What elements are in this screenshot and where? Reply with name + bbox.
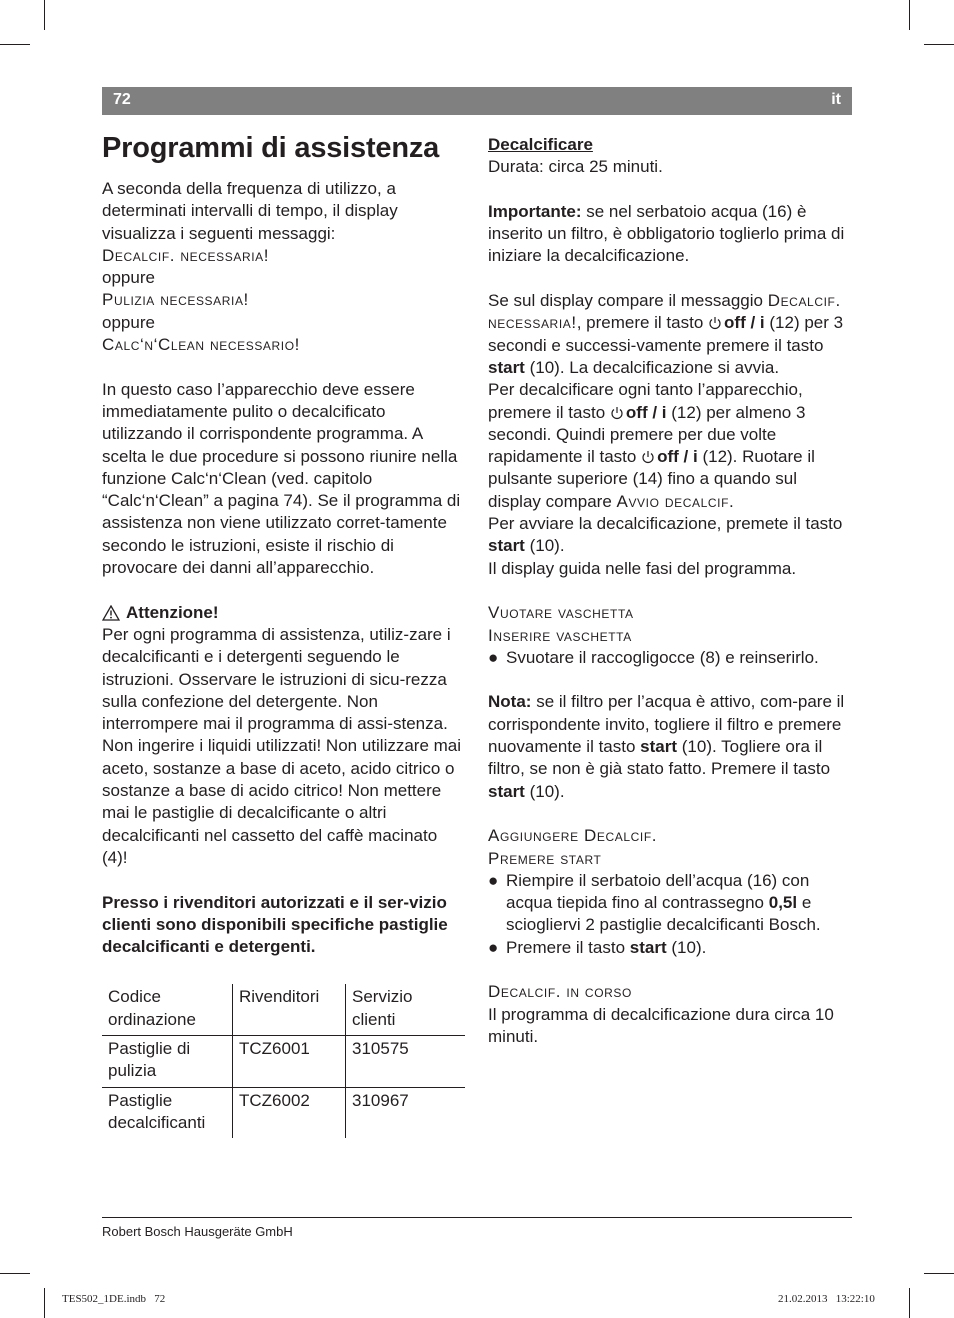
bullet-icon: ● <box>488 647 499 667</box>
duration-text: Durata: circa 25 minuti. <box>488 157 663 177</box>
section-subtitle: Decalcificare <box>488 135 593 154</box>
text: Per avviare la decalcificazione, premete il tasto <box>488 514 843 534</box>
table-cell: TCZ6001 <box>233 1035 346 1087</box>
explanation-paragraph: In questo caso l’apparecchio deve essere immediatamente pulito o decalcificato utilizzando il corrispondente programma. A scelta le due procedure si possono riunire nella funzione Calc‘n‘Clean (ved. capitolo “Calc‘n‘Clean” a pagina 74). Se il programma di assistenza non viene utilizzato corret-tamente secondo le istruzioni, esiste il rischio di provocare dei danni all’apparecchio. <box>102 379 461 578</box>
text: (10). <box>671 937 707 957</box>
bullet-text <box>506 870 854 937</box>
text: se il filtro per l’acqua è attivo, com-pare il corrispondente invito, togliere il filtro e premere nuovamente il tasto <box>488 692 845 757</box>
table-header-cell: Codice ordinazione <box>102 984 233 1035</box>
start-button-label: start <box>488 536 525 556</box>
table-cell: Pastiglie decalcificanti <box>108 1090 206 1132</box>
start-button-label: start <box>640 737 678 757</box>
crop-mark <box>909 0 910 30</box>
important-label: Importante: <box>488 201 582 221</box>
list-item <box>488 870 854 937</box>
text: (12). Ruotare il pulsante superiore (14) fino a quando sul display compare <box>488 447 815 511</box>
instruction-paragraph-4: Il display guida nelle fasi del programma. <box>488 558 797 578</box>
table-cell: Pastiglie di pulizia <box>102 1035 233 1087</box>
text: (12) per almeno 3 secondi. Quindi premere per due volte rapidamente il tasto <box>488 402 806 467</box>
left-column <box>102 130 467 1138</box>
start-button-label: start <box>488 781 525 801</box>
display-message-calc-clean: Calc‘n‘Clean necessario! <box>102 335 300 355</box>
or-text: oppure <box>102 312 155 332</box>
crop-mark <box>0 44 30 45</box>
footer-company: Robert Bosch Hausgeräte GmbH <box>102 1224 293 1239</box>
display-message-add: Aggiungere Decalcif. <box>488 826 658 846</box>
bullet-text <box>506 937 706 959</box>
start-button-label: start <box>488 357 525 377</box>
intro-text: A seconda della frequenza di utilizzo, a determinati intervalli di tempo, il display visualizza i seguenti messaggi: <box>102 179 398 243</box>
table-header-cell: Rivenditori <box>233 984 346 1035</box>
text: (12) per 3 secondi e successi-vamente premere il tasto <box>488 313 844 355</box>
fill-mark-value: 0,5l <box>768 893 798 913</box>
display-message-empty: Vuotare vaschetta <box>488 603 634 623</box>
important-paragraph <box>488 201 854 268</box>
page-number: 72 <box>113 91 131 108</box>
final-text: Il programma di decalcificazione dura circa 10 minuti. <box>488 1004 834 1046</box>
retailer-note <box>102 892 467 959</box>
bullet-icon: ● <box>488 870 499 890</box>
display-message-press-start: Premere start <box>488 848 602 868</box>
text: Riempire il serbatoio dell’acqua (16) con acqua tiepida fino al contrassegno <box>506 870 810 913</box>
table-row <box>102 1035 465 1087</box>
power-icon <box>641 450 655 464</box>
text: , premere il tasto <box>576 313 704 333</box>
table-header-row <box>102 984 465 1035</box>
warning-heading <box>102 602 467 624</box>
crop-mark <box>909 1288 910 1318</box>
warning-title: Attenzione! <box>126 602 219 622</box>
page-title: Programmi di assistenza <box>102 132 440 164</box>
warning-triangle-icon <box>102 605 120 621</box>
text: Premere il tasto <box>506 937 626 957</box>
or-text: oppure <box>102 268 155 288</box>
crop-mark <box>0 1273 30 1274</box>
text: (10). <box>529 781 565 801</box>
table-header-cell: Servizio clienti <box>346 984 466 1035</box>
display-message: Avvio decalcif. <box>616 491 735 511</box>
power-icon <box>610 406 624 420</box>
crop-mark <box>924 1273 954 1274</box>
note-label: Nota: <box>488 692 532 712</box>
list-item <box>488 647 854 669</box>
power-icon <box>708 316 722 330</box>
print-slug-date: 21.02.2013 13:22:10 <box>778 1293 875 1305</box>
table-cell: 310575 <box>346 1035 466 1087</box>
text: (10). <box>529 536 565 556</box>
display-message-cleaning: Pulizia necessaria! <box>102 290 249 310</box>
table-row <box>102 1087 465 1138</box>
instruction-paragraph-2 <box>488 379 854 513</box>
text: (10). La decalcificazione si avvia. <box>529 357 780 377</box>
display-message-insert: Inserire vaschetta <box>488 625 632 645</box>
crop-mark <box>924 44 954 45</box>
instruction-paragraph-1 <box>488 290 854 379</box>
text: Per decalcificare ogni tanto l’apparecchio, premere il tasto <box>488 380 803 422</box>
off-button-label: off / i <box>724 313 765 333</box>
crop-mark <box>44 0 45 30</box>
display-message: Decalcif. necessaria! <box>488 291 841 333</box>
page-header-bar <box>102 87 852 115</box>
text: (10). Togliere ora il filtro, se non è già stato fatto. Premere il tasto <box>488 737 831 779</box>
warning-text: Per ogni programma di assistenza, utiliz-zare i decalcificanti e i detergenti seguendo le istruzioni. Osservare le istruzioni di sicu-rezza sulla confezione del detergente. Non interrompere mai il programma di assi-stenza. Non ingerire i liquidi utilizzati! Non utilizzare mai aceto, sostanze a base di aceto, acido citrico o sostanze a base di acido citrico! Non mettere mai le pastiglie di decalcificante o altri decalcificanti nel cassetto del caffè macinato (4)! <box>102 624 462 867</box>
retailer-note-text: Presso i rivenditori autorizzati e il ser-vizio clienti sono disponibili specifiche pastiglie decalcificanti e detergenti. <box>102 892 448 957</box>
footer-divider <box>102 1217 852 1218</box>
bullet-text: Svuotare il raccogligocce (8) e reinserirlo. <box>506 647 819 667</box>
note-paragraph <box>488 691 854 802</box>
off-button-label: off / i <box>657 447 698 467</box>
off-button-label: off / i <box>625 402 667 422</box>
display-message-decalcify: Decalcif. necessaria! <box>102 245 270 265</box>
instruction-paragraph-3 <box>488 513 854 558</box>
table-cell: 310967 <box>346 1087 466 1138</box>
text: e sciogliervi 2 pastiglie decalcificanti Bosch. <box>506 893 821 935</box>
text: Se sul display compare il messaggio <box>488 291 763 311</box>
bullet-icon: ● <box>488 937 499 957</box>
order-codes-table <box>102 984 465 1138</box>
crop-mark <box>44 1288 45 1318</box>
language-code: it <box>831 91 841 108</box>
display-message-running: Decalcif. in corso <box>488 982 632 1002</box>
table-cell: TCZ6002 <box>233 1087 346 1138</box>
list-item <box>488 937 854 959</box>
important-text: se nel serbatoio acqua (16) è inserito un filtro, è obbligatorio toglierlo prima di iniziare la decalcificazione. <box>488 201 845 266</box>
right-column <box>488 134 854 1048</box>
print-slug-file: TES502_1DE.indb 72 <box>62 1293 166 1305</box>
start-button-label: start <box>629 937 667 957</box>
